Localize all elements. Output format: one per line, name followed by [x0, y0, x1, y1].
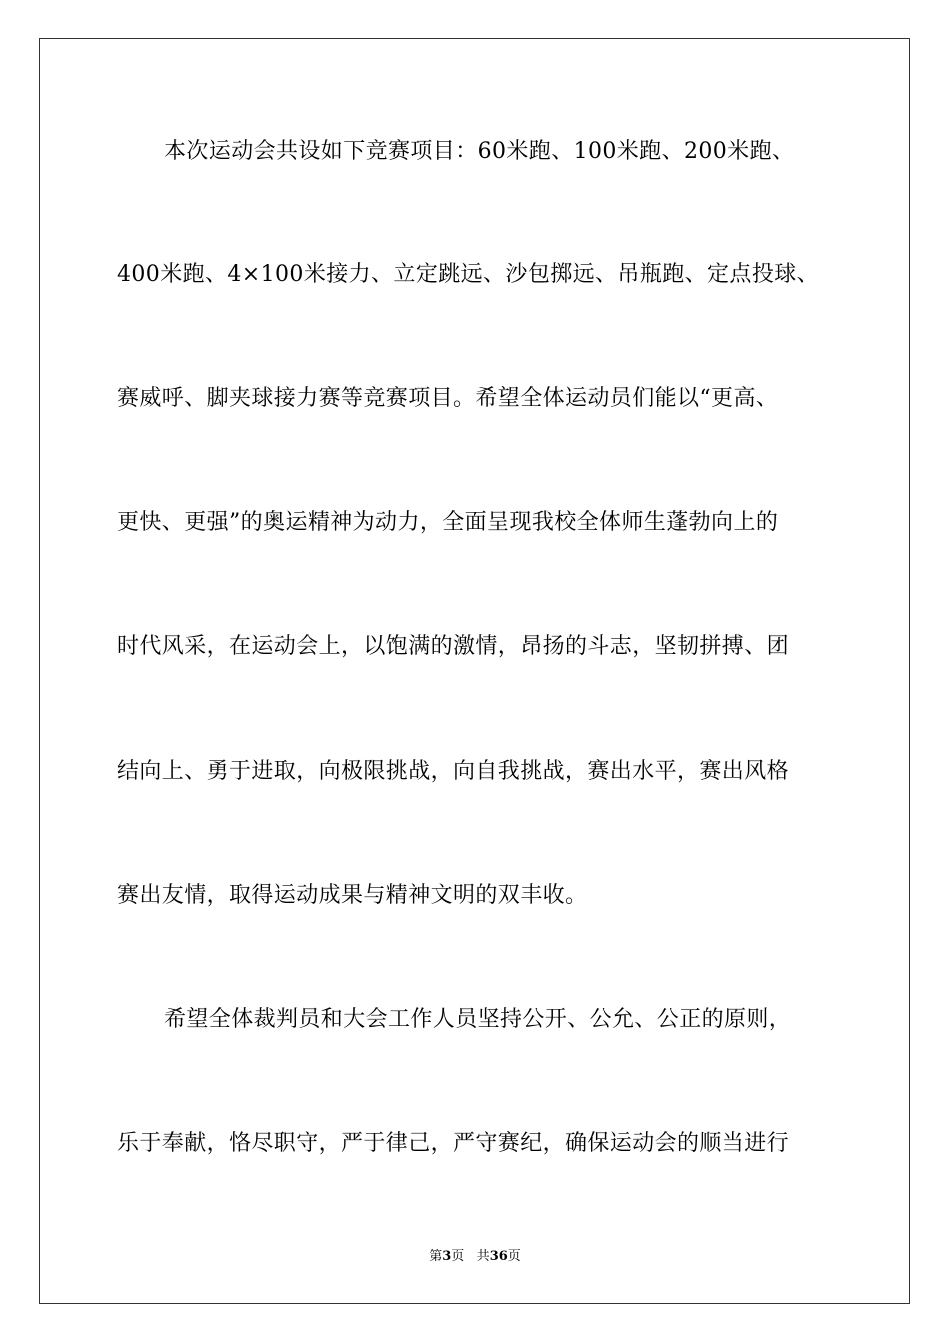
- total-suffix: 页: [507, 1249, 521, 1264]
- paragraph-line: 希望全体裁判员和大会工作人员坚持公开、公允、公正的原则，: [164, 1007, 792, 1032]
- page-prefix: 第: [429, 1249, 443, 1264]
- paragraph-line: 结向上、勇于进取，向极限挑战，向自我挑战，赛出水平，赛出风格: [117, 759, 790, 784]
- paragraph-line: 赛威呼、脚夹球接力赛等竞赛项目。希望全体运动员们能以“更高、: [117, 386, 779, 411]
- paragraph-line: 赛出友情，取得运动成果与精神文明的双丰收。: [117, 883, 588, 908]
- paragraph-line: 400米跑、4×100米接力、立定跳远、沙包掷远、吊瓶跑、定点投球、: [117, 262, 820, 287]
- page-footer: [0, 1248, 950, 1266]
- page-border: [39, 38, 910, 1304]
- paragraph-line: 时代风采，在运动会上，以饱满的激情，昂扬的斗志，坚韧拼搏、团: [117, 634, 790, 659]
- paragraph-line: 本次运动会共设如下竞赛项目：60米跑、100米跑、200米跑、: [164, 139, 795, 164]
- total-pages: 36: [489, 1249, 508, 1264]
- total-prefix: 共: [476, 1249, 490, 1264]
- paragraph-line: 乐于奉献，恪尽职守，严于律己，严守赛纪，确保运动会的顺当进行: [117, 1131, 790, 1156]
- paragraph-line: 更快、更强”的奥运精神为动力，全面呈现我校全体师生蓬勃向上的: [117, 510, 779, 535]
- page-suffix: 页: [451, 1249, 465, 1264]
- page-number: 3: [442, 1249, 452, 1264]
